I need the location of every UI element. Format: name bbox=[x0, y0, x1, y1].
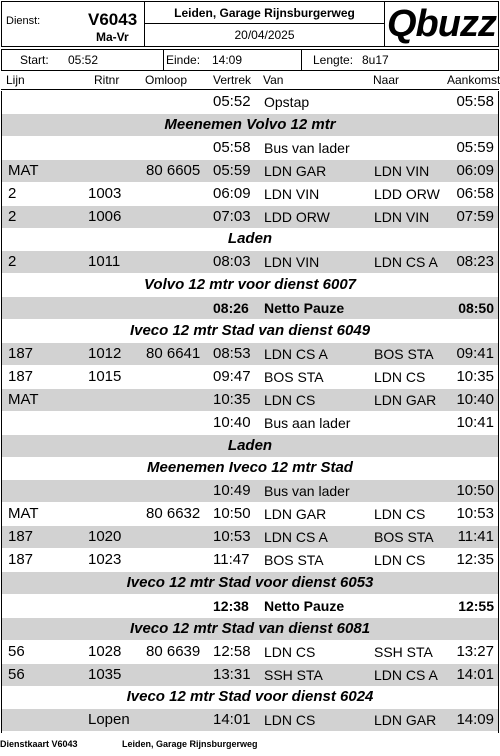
van-cell: LDN GAR bbox=[264, 162, 327, 179]
pause-row bbox=[2, 595, 498, 617]
table-row bbox=[2, 503, 498, 525]
ritnr-cell: 1023 bbox=[88, 551, 122, 568]
col-ritnr: Ritnr bbox=[94, 73, 120, 87]
van-cell: LDN CS A bbox=[264, 345, 328, 362]
ritnr-cell: 1012 bbox=[88, 344, 122, 362]
van-cell: SSH STA bbox=[264, 666, 323, 683]
table-row bbox=[2, 709, 498, 731]
van-cell: Netto Pauze bbox=[264, 597, 345, 614]
vertrek-cell: 09:47 bbox=[213, 367, 251, 385]
aankomst-cell: 10:40 bbox=[456, 390, 494, 408]
section-header bbox=[2, 686, 498, 708]
naar-cell: LDN GAR bbox=[374, 712, 437, 729]
van-cell: Bus van lader bbox=[264, 139, 350, 156]
omloop-cell: 80 6639 bbox=[146, 642, 201, 660]
aankomst-cell: 10:41 bbox=[456, 413, 494, 431]
section-header bbox=[2, 457, 498, 479]
naar-cell: LDN VIN bbox=[374, 162, 430, 179]
table-row bbox=[2, 412, 498, 434]
ritnr-cell: 1011 bbox=[88, 253, 121, 271]
col-van: Van bbox=[263, 73, 284, 87]
ritnr-cell: 1035 bbox=[88, 665, 122, 683]
van-cell: LDN CS bbox=[264, 391, 316, 408]
van-cell: Opstap bbox=[264, 94, 310, 110]
van-cell: LDN GAR bbox=[264, 506, 327, 523]
naar-cell: LDN CS bbox=[374, 552, 426, 568]
vertrek-cell: 05:52 bbox=[213, 93, 251, 110]
aankomst-cell: 12:35 bbox=[456, 551, 494, 568]
ritnr-cell: 1003 bbox=[88, 184, 122, 202]
ritnr-cell: 1020 bbox=[88, 528, 122, 546]
aankomst-cell: 08:23 bbox=[456, 253, 494, 271]
vertrek-cell: 11:47 bbox=[213, 551, 250, 568]
vertrek-cell: 05:58 bbox=[213, 138, 251, 156]
vertrek-cell: 13:31 bbox=[213, 665, 251, 683]
ritnr-cell: 1015 bbox=[88, 367, 122, 385]
naar-cell: LDN VIN bbox=[374, 208, 430, 225]
ritnr-cell: 1006 bbox=[88, 207, 122, 225]
van-cell: LDN CS bbox=[264, 643, 316, 660]
einde-label: Einde: bbox=[166, 53, 201, 67]
vertrek-cell: 14:01 bbox=[213, 711, 251, 729]
lijn-cell: MAT bbox=[8, 505, 39, 523]
van-cell: BOS STA bbox=[264, 552, 324, 568]
vertrek-cell: 10:50 bbox=[213, 505, 251, 523]
start-label: Start: bbox=[20, 53, 49, 67]
naar-cell: LDN CS A bbox=[374, 666, 438, 683]
times-bar bbox=[1, 49, 499, 71]
section-title: Iveco 12 mtr Stad voor dienst 6053 bbox=[126, 573, 374, 591]
col-naar: Naar bbox=[373, 73, 400, 87]
van-cell: LDN VIN bbox=[264, 254, 320, 271]
section-header bbox=[2, 114, 498, 136]
section-title: Iveco 12 mtr Stad van dienst 6081 bbox=[129, 619, 371, 637]
aankomst-cell: 10:53 bbox=[456, 505, 494, 523]
section-header bbox=[2, 274, 498, 296]
table-row bbox=[2, 137, 498, 159]
van-cell: LDN VIN bbox=[264, 185, 320, 202]
lengte-label: Lengte: bbox=[313, 53, 354, 67]
vertrek-cell: 06:09 bbox=[213, 184, 251, 202]
table-row bbox=[2, 206, 498, 228]
vertrek-cell: 10:35 bbox=[213, 390, 251, 408]
naar-cell: LDN GAR bbox=[374, 391, 437, 408]
col-omloop: Omloop bbox=[145, 73, 188, 87]
footer-right: Leiden, Garage Rijnsburgerweg bbox=[122, 739, 258, 749]
aankomst-cell: 13:27 bbox=[456, 642, 494, 660]
table-row bbox=[2, 641, 498, 663]
section-title: Laden bbox=[227, 436, 273, 454]
footer-left: Dienstkaart V6043 bbox=[0, 739, 78, 749]
vertrek-cell: 08:03 bbox=[213, 253, 251, 271]
lijn-cell: 2 bbox=[8, 184, 17, 202]
col-vertrek: Vertrek bbox=[213, 73, 252, 87]
ritnr-cell: Lopen bbox=[88, 711, 130, 729]
van-cell: LDN CS bbox=[264, 712, 316, 729]
lijn-cell: 187 bbox=[8, 528, 34, 546]
table-row bbox=[2, 526, 498, 548]
einde-time: 14:09 bbox=[212, 53, 243, 67]
van-cell: Netto Pauze bbox=[264, 300, 345, 317]
schedule-table bbox=[1, 91, 499, 733]
col-aankomst: Aankomst bbox=[447, 73, 500, 87]
aankomst-cell: 10:35 bbox=[456, 367, 494, 385]
lijn-cell: MAT bbox=[8, 390, 39, 408]
omloop-cell: 80 6632 bbox=[146, 505, 201, 523]
naar-cell: BOS STA bbox=[374, 529, 434, 546]
lengte-value: 8u17 bbox=[362, 53, 389, 67]
vertrek-cell: 05:59 bbox=[213, 161, 251, 179]
lijn-cell: 56 bbox=[8, 665, 25, 683]
table-row bbox=[2, 251, 498, 273]
lijn-cell: 2 bbox=[8, 207, 17, 225]
date: 20/04/2025 bbox=[234, 28, 295, 42]
aankomst-cell: 10:50 bbox=[456, 482, 494, 500]
vertrek-cell: 10:49 bbox=[213, 482, 251, 500]
naar-cell: LDD ORW bbox=[374, 185, 440, 202]
section-title: Iveco 12 mtr Stad voor dienst 6024 bbox=[126, 688, 374, 706]
start-time: 05:52 bbox=[68, 53, 99, 67]
aankomst-cell: 12:55 bbox=[458, 597, 494, 614]
aankomst-cell: 06:09 bbox=[456, 161, 494, 179]
divider bbox=[163, 50, 164, 70]
vertrek-cell: 12:58 bbox=[213, 642, 251, 660]
lijn-cell: 187 bbox=[8, 344, 34, 362]
vertrek-cell: 10:40 bbox=[213, 413, 251, 431]
location: Leiden, Garage Rijnsburgerweg bbox=[145, 2, 384, 24]
vertrek-cell: 08:26 bbox=[213, 300, 249, 317]
naar-cell: LDN CS A bbox=[374, 254, 438, 271]
column-headers bbox=[1, 72, 499, 90]
lijn-cell: MAT bbox=[8, 161, 39, 179]
van-cell: LDD ORW bbox=[264, 208, 330, 225]
table-row bbox=[2, 183, 498, 205]
van-cell: Bus van lader bbox=[264, 483, 350, 500]
omloop-cell: 80 6641 bbox=[146, 344, 201, 362]
section-title: Laden bbox=[227, 230, 273, 248]
table-row bbox=[2, 664, 498, 686]
section-header bbox=[2, 320, 498, 342]
van-cell: BOS STA bbox=[264, 368, 324, 385]
lijn-cell: 187 bbox=[8, 367, 34, 385]
dienst-label: Dienst: bbox=[6, 15, 41, 27]
aankomst-cell: 08:50 bbox=[458, 300, 494, 317]
table-row bbox=[2, 343, 498, 365]
divider bbox=[301, 50, 302, 70]
vertrek-cell: 12:38 bbox=[213, 597, 249, 614]
table-row bbox=[2, 366, 498, 388]
table-row bbox=[2, 389, 498, 411]
header-block bbox=[1, 1, 499, 47]
aankomst-cell: 07:59 bbox=[456, 207, 494, 225]
section-header bbox=[2, 618, 498, 640]
aankomst-cell: 09:41 bbox=[456, 344, 494, 362]
table-row bbox=[2, 91, 498, 113]
pause-row bbox=[2, 297, 498, 319]
dienst-days: Ma-Vr bbox=[96, 30, 129, 44]
dienst-number: V6043 bbox=[88, 10, 138, 29]
section-header bbox=[2, 435, 498, 457]
aankomst-cell: 14:01 bbox=[456, 665, 494, 683]
lijn-cell: 187 bbox=[8, 551, 34, 568]
lijn-cell: 56 bbox=[8, 642, 25, 660]
col-lijn: Lijn bbox=[6, 73, 25, 87]
aankomst-cell: 14:09 bbox=[456, 711, 494, 729]
section-header bbox=[2, 572, 498, 594]
aankomst-cell: 05:58 bbox=[456, 93, 494, 110]
lijn-cell: 2 bbox=[8, 253, 17, 271]
naar-cell: LDN CS bbox=[374, 506, 426, 523]
header-location-date bbox=[144, 2, 385, 46]
aankomst-cell: 05:59 bbox=[456, 138, 494, 156]
vertrek-cell: 07:03 bbox=[213, 207, 251, 225]
naar-cell: LDN CS bbox=[374, 368, 426, 385]
ritnr-cell: 1028 bbox=[88, 642, 122, 660]
table-row bbox=[2, 160, 498, 182]
vertrek-cell: 10:53 bbox=[213, 528, 251, 546]
naar-cell: SSH STA bbox=[374, 643, 433, 660]
aankomst-cell: 11:41 bbox=[457, 528, 494, 546]
section-title: Volvo 12 mtr voor dienst 6007 bbox=[143, 276, 357, 294]
naar-cell: BOS STA bbox=[374, 345, 434, 362]
section-header bbox=[2, 228, 498, 250]
van-cell: LDN CS A bbox=[264, 529, 328, 546]
table-row bbox=[2, 480, 498, 502]
table-row bbox=[2, 549, 498, 571]
vertrek-cell: 08:53 bbox=[213, 344, 251, 362]
qbuzz-logo: Qbuzz bbox=[387, 3, 496, 45]
section-title: Meenemen Volvo 12 mtr bbox=[164, 115, 336, 133]
van-cell: Bus aan lader bbox=[264, 414, 351, 431]
section-title: Iveco 12 mtr Stad van dienst 6049 bbox=[129, 322, 371, 339]
section-title: Meenemen Iveco 12 mtr Stad bbox=[147, 459, 353, 477]
aankomst-cell: 06:58 bbox=[456, 184, 494, 202]
omloop-cell: 80 6605 bbox=[146, 161, 201, 179]
